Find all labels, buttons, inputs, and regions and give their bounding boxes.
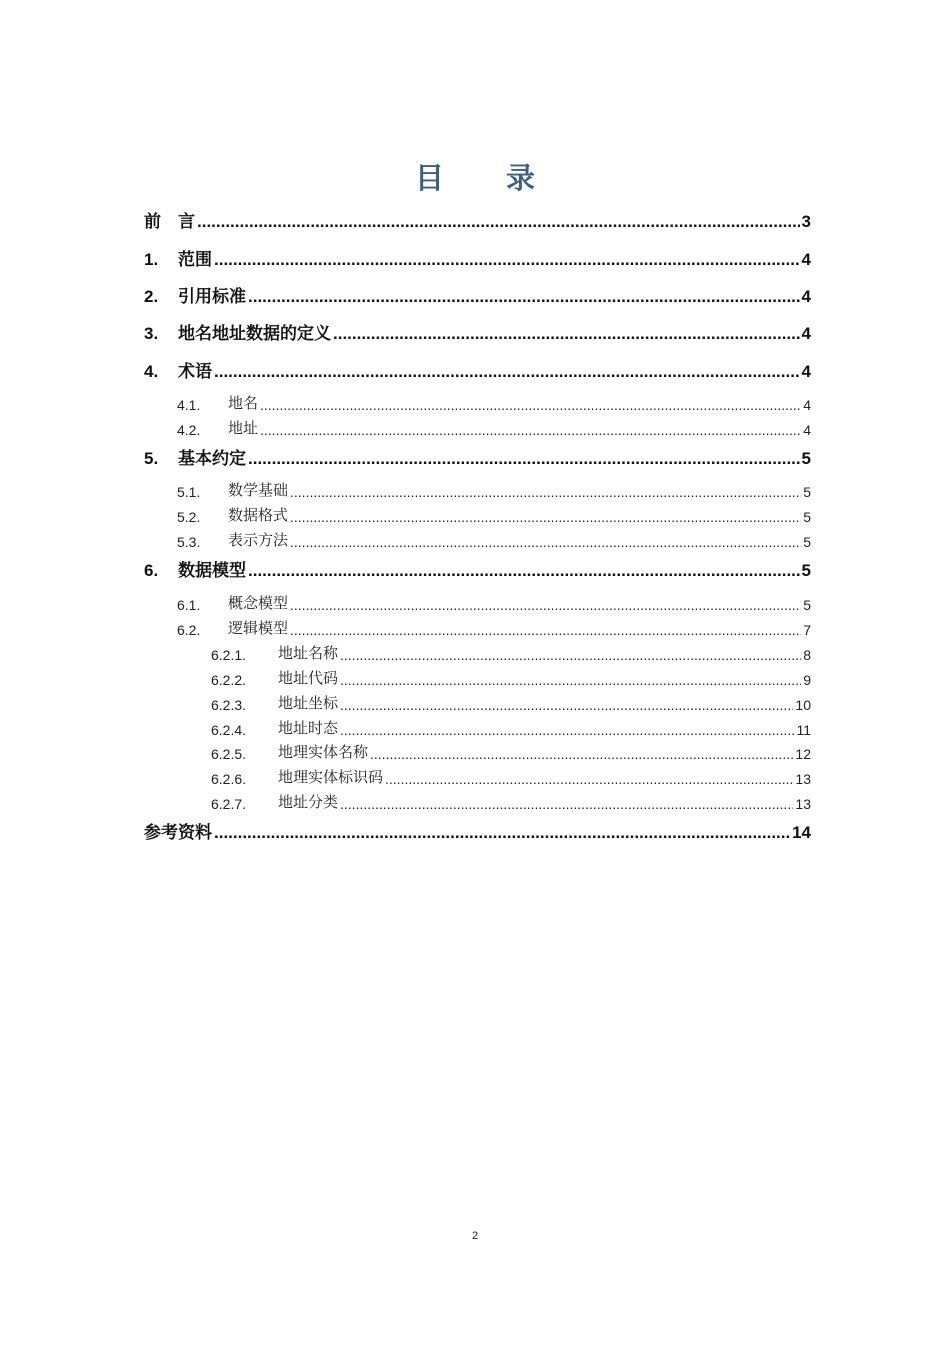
toc-entry-number: 4.1. xyxy=(177,397,201,413)
toc-entry-page: 5 xyxy=(803,509,811,525)
toc-leader-dots xyxy=(333,324,800,344)
toc-entry-address-name[interactable] xyxy=(211,641,811,663)
toc-entry-entity-id[interactable] xyxy=(211,765,811,787)
toc-entry-page: 4 xyxy=(801,324,811,343)
toc-leader-dots xyxy=(197,212,800,232)
toc-leader-dots xyxy=(385,771,793,787)
toc-leader-dots xyxy=(260,422,801,438)
toc-entry-page: 4 xyxy=(801,362,811,381)
toc-entry-address-temporal[interactable] xyxy=(211,716,811,738)
toc-entry-label: 地址分类 xyxy=(278,793,339,811)
toc-leader-dots xyxy=(248,561,800,581)
toc-entry-place-name[interactable] xyxy=(177,391,811,413)
toc-leader-dots xyxy=(370,746,793,762)
toc-entry-page: 13 xyxy=(795,796,811,812)
toc-entry-number: 6.2.3. xyxy=(211,697,247,713)
page-number: 2 xyxy=(471,1230,479,1242)
toc-leader-dots xyxy=(214,362,800,382)
toc-entry-page: 5 xyxy=(803,597,811,613)
toc-entry-label: 地理实体标识码 xyxy=(278,768,384,786)
toc-entry-page: 4 xyxy=(803,397,811,413)
toc-entry-data-format[interactable] xyxy=(177,503,811,525)
toc-leader-dots xyxy=(340,647,801,663)
toc-entry-address-code[interactable] xyxy=(211,666,811,688)
toc-entry-definition[interactable] xyxy=(144,322,811,344)
toc-entry-scope[interactable] xyxy=(144,248,811,270)
toc-entry-number: 4.2. xyxy=(177,422,201,438)
toc-entry-preface[interactable] xyxy=(144,210,811,232)
toc-entry-page: 11 xyxy=(796,722,811,738)
toc-entry-label: 逻辑模型 xyxy=(228,619,289,637)
toc-entry-number: 6.2.5. xyxy=(211,746,247,762)
toc-entry-label: 地址代码 xyxy=(278,669,339,687)
toc-entry-label: 前 言 xyxy=(144,212,195,232)
toc-entry-label: 地名地址数据的定义 xyxy=(178,324,331,344)
toc-entry-page: 5 xyxy=(801,449,811,468)
toc-entry-page: 5 xyxy=(803,534,811,550)
toc-entry-number: 6.1. xyxy=(177,597,201,613)
toc-leader-dots xyxy=(290,534,801,550)
toc-entry-page: 10 xyxy=(795,697,811,713)
toc-entry-label: 表示方法 xyxy=(228,531,289,549)
toc-entry-page: 3 xyxy=(801,212,811,231)
toc-entry-page: 7 xyxy=(803,622,811,638)
toc-entry-number: 6.2. xyxy=(177,622,201,638)
toc-entry-page: 8 xyxy=(803,647,811,663)
toc-entry-address-coordinates[interactable] xyxy=(211,691,811,713)
toc-entry-number: 3. xyxy=(144,324,159,343)
toc-entry-label: 范围 xyxy=(178,250,212,270)
toc-entry-label: 地址坐标 xyxy=(278,694,339,712)
toc-leader-dots xyxy=(248,287,800,307)
toc-entry-label: 地名 xyxy=(228,394,259,412)
toc-entry-bibliography[interactable] xyxy=(144,821,811,843)
toc-entry-number: 5.3. xyxy=(177,534,201,550)
toc-entry-label: 参考资料 xyxy=(144,823,212,843)
toc-entry-number: 6.2.1. xyxy=(211,647,247,663)
toc-title: 目 录 xyxy=(414,161,562,195)
toc-leader-dots xyxy=(248,449,800,469)
toc-entry-page: 4 xyxy=(803,422,811,438)
toc-entry-label: 概念模型 xyxy=(228,594,289,612)
toc-entry-number: 1. xyxy=(144,250,159,269)
toc-entry-page: 4 xyxy=(801,287,811,306)
toc-entry-number: 4. xyxy=(144,362,159,381)
toc-entry-label: 数学基础 xyxy=(228,481,289,499)
toc-entry-conceptual-model[interactable] xyxy=(177,591,811,613)
toc-entry-number: 6. xyxy=(144,561,159,580)
toc-leader-dots xyxy=(214,823,790,843)
toc-entry-number: 6.2.6. xyxy=(211,771,247,787)
toc-entry-label: 数据模型 xyxy=(178,561,246,581)
toc-entry-label: 引用标准 xyxy=(178,287,246,307)
toc-entry-label: 地址 xyxy=(228,419,259,437)
toc-entry-math-basis[interactable] xyxy=(177,478,811,500)
toc-leader-dots xyxy=(340,722,794,738)
toc-entry-page: 5 xyxy=(803,484,811,500)
toc-leader-dots xyxy=(290,484,801,500)
toc-entry-logical-model[interactable] xyxy=(177,616,811,638)
toc-leader-dots xyxy=(290,597,801,613)
toc-entry-label: 术语 xyxy=(178,362,212,382)
toc-entry-label: 地理实体名称 xyxy=(278,743,369,761)
toc-entry-label: 地址名称 xyxy=(278,644,339,662)
toc-entry-number: 6.2.7. xyxy=(211,796,247,812)
toc-leader-dots xyxy=(340,796,793,812)
toc-entry-page: 13 xyxy=(795,771,811,787)
toc-entry-entity-name[interactable] xyxy=(211,740,811,762)
toc-entry-page: 12 xyxy=(795,746,811,762)
toc-entry-page: 5 xyxy=(801,561,811,580)
toc-entry-number: 6.2.2. xyxy=(211,672,247,688)
toc-leader-dots xyxy=(290,622,801,638)
toc-entry-number: 5. xyxy=(144,449,159,468)
toc-entry-representation[interactable] xyxy=(177,528,811,550)
toc-leader-dots xyxy=(340,672,801,688)
toc-entry-number: 2. xyxy=(144,287,159,306)
toc-entry-data-model[interactable] xyxy=(144,559,811,581)
toc-entry-page: 14 xyxy=(792,823,811,842)
toc-leader-dots xyxy=(214,250,800,270)
toc-leader-dots xyxy=(290,509,801,525)
toc-entry-address[interactable] xyxy=(177,416,811,438)
toc-entry-number: 5.2. xyxy=(177,509,201,525)
toc-entry-label: 数据格式 xyxy=(228,506,289,524)
toc-entry-page: 4 xyxy=(801,250,811,269)
toc-entry-page: 9 xyxy=(803,672,811,688)
toc-entry-references-standards[interactable] xyxy=(144,285,811,307)
toc-entry-address-classification[interactable] xyxy=(211,790,811,812)
toc-entry-number: 6.2.4. xyxy=(211,722,247,738)
toc-leader-dots xyxy=(260,397,801,413)
toc-entry-number: 5.1. xyxy=(177,484,201,500)
toc-entry-conventions[interactable] xyxy=(144,447,811,469)
toc-entry-terms[interactable] xyxy=(144,360,811,382)
toc-leader-dots xyxy=(340,697,793,713)
toc-entry-label: 地址时态 xyxy=(278,719,339,737)
toc-entry-label: 基本约定 xyxy=(178,449,246,469)
